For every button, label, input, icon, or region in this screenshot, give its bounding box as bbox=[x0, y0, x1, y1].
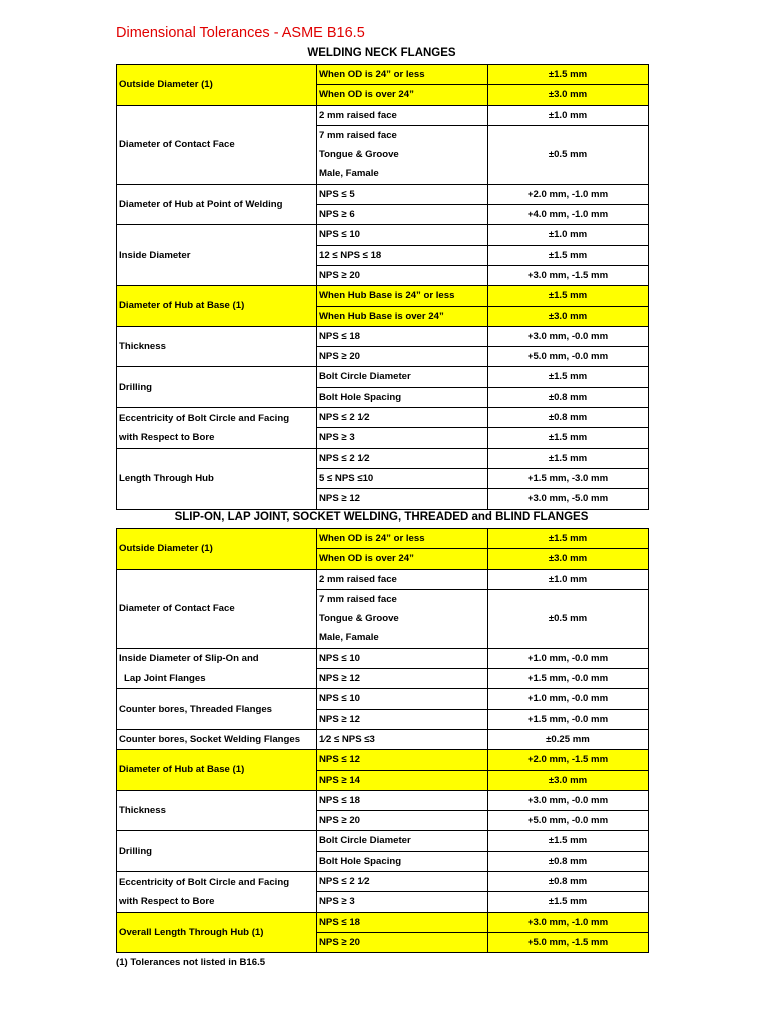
condition-cell: NPS ≥ 12 bbox=[317, 709, 488, 729]
row-label-line: Eccentricity of Bolt Circle and Facing bbox=[119, 412, 290, 424]
tolerance-cell: ±1.5 mm bbox=[488, 245, 649, 265]
tolerance-cell: ±0.8 mm bbox=[488, 387, 649, 407]
condition-cell: NPS ≥ 20 bbox=[317, 265, 488, 285]
tolerance-cell: +3.0 mm, -1.0 mm bbox=[488, 912, 649, 932]
condition-cell: NPS ≥ 12 bbox=[317, 489, 488, 509]
tolerance-cell: ±1.0 mm bbox=[488, 225, 649, 245]
table-row bbox=[117, 408, 649, 428]
tolerance-cell: +3.0 mm, -5.0 mm bbox=[488, 489, 649, 509]
condition-cell: NPS ≤ 12 bbox=[317, 750, 488, 770]
table-row bbox=[117, 750, 649, 770]
tolerance-cell: ±1.5 mm bbox=[488, 448, 649, 468]
condition-cell: NPS ≥ 14 bbox=[317, 770, 488, 790]
tolerance-cell: ±0.5 mm bbox=[488, 125, 649, 184]
tolerance-cell: +3.0 mm, -1.5 mm bbox=[488, 265, 649, 285]
table-row bbox=[117, 65, 649, 85]
tolerance-cell: ±0.25 mm bbox=[488, 729, 649, 749]
condition-cell: 12 ≤ NPS ≤ 18 bbox=[317, 245, 488, 265]
condition-cell: 1⁄2 ≤ NPS ≤3 bbox=[317, 729, 488, 749]
condition-cell: NPS ≥ 12 bbox=[317, 669, 488, 689]
row-label: Diameter of Hub at Base (1) bbox=[117, 286, 317, 327]
tolerance-cell: +5.0 mm, -1.5 mm bbox=[488, 932, 649, 952]
table-row bbox=[117, 529, 649, 549]
row-label: Drilling bbox=[117, 367, 317, 408]
row-label-line: Eccentricity of Bolt Circle and Facing bbox=[119, 876, 290, 888]
condition-cell: When Hub Base is over 24” bbox=[317, 306, 488, 326]
tolerance-cell: ±0.5 mm bbox=[488, 589, 649, 648]
slip-on-table bbox=[116, 528, 649, 953]
tolerance-cell: +5.0 mm, -0.0 mm bbox=[488, 811, 649, 831]
table-row bbox=[117, 689, 649, 709]
condition-cell: 2 mm raised face bbox=[317, 105, 488, 125]
table-row bbox=[117, 790, 649, 810]
tolerance-cell: ±1.5 mm bbox=[488, 892, 649, 912]
row-label: Outside Diameter (1) bbox=[117, 65, 317, 106]
tolerance-cell: +1.5 mm, -0.0 mm bbox=[488, 669, 649, 689]
tolerance-cell: +5.0 mm, -0.0 mm bbox=[488, 347, 649, 367]
condition-cell: NPS ≥ 20 bbox=[317, 811, 488, 831]
condition-cell: 7 mm raised face bbox=[317, 125, 488, 145]
condition-cell: Bolt Circle Diameter bbox=[317, 367, 488, 387]
table-row bbox=[117, 648, 649, 668]
tolerance-cell: +1.5 mm, -0.0 mm bbox=[488, 709, 649, 729]
tolerance-cell: ±3.0 mm bbox=[488, 549, 649, 569]
table-row bbox=[117, 729, 649, 749]
row-label: Thickness bbox=[117, 790, 317, 831]
condition-cell: NPS ≤ 10 bbox=[317, 225, 488, 245]
condition-cell: NPS ≥ 20 bbox=[317, 932, 488, 952]
tolerance-cell: ±1.5 mm bbox=[488, 428, 649, 448]
document-title: Dimensional Tolerances - ASME B16.5 bbox=[116, 25, 365, 41]
row-label-line: Inside Diameter of Slip-On and bbox=[119, 653, 259, 665]
table-row bbox=[117, 569, 649, 589]
condition-cell: When OD is over 24” bbox=[317, 85, 488, 105]
row-label: Counter bores, Threaded Flanges bbox=[117, 689, 317, 730]
tolerance-cell: +2.0 mm, -1.0 mm bbox=[488, 184, 649, 204]
table-row bbox=[117, 326, 649, 346]
condition-cell: Male, Famale bbox=[317, 164, 488, 184]
condition-cell: When OD is over 24” bbox=[317, 549, 488, 569]
footnote: (1) Tolerances not listed in B16.5 bbox=[116, 957, 266, 968]
table-row bbox=[117, 286, 649, 306]
tolerance-cell: ±0.8 mm bbox=[488, 872, 649, 892]
table-row bbox=[117, 872, 649, 892]
tolerance-cell: +3.0 mm, -0.0 mm bbox=[488, 790, 649, 810]
row-label bbox=[117, 648, 317, 689]
condition-cell: 2 mm raised face bbox=[317, 569, 488, 589]
condition-cell: NPS ≤ 2 1⁄2 bbox=[317, 872, 488, 892]
condition-cell: NPS ≥ 20 bbox=[317, 347, 488, 367]
table-row bbox=[117, 184, 649, 204]
row-label: Diameter of Contact Face bbox=[117, 569, 317, 648]
condition-cell: When OD is 24” or less bbox=[317, 65, 488, 85]
condition-cell: Bolt Circle Diameter bbox=[317, 831, 488, 851]
table-row bbox=[117, 105, 649, 125]
condition-cell: When Hub Base is 24” or less bbox=[317, 286, 488, 306]
row-label: Overall Length Through Hub (1) bbox=[117, 912, 317, 953]
tolerance-cell: ±3.0 mm bbox=[488, 770, 649, 790]
tolerance-cell: ±1.5 mm bbox=[488, 65, 649, 85]
row-label: Drilling bbox=[117, 831, 317, 872]
row-label: Outside Diameter (1) bbox=[117, 529, 317, 570]
tolerance-cell: +1.0 mm, -0.0 mm bbox=[488, 689, 649, 709]
tolerance-cell: ±1.0 mm bbox=[488, 569, 649, 589]
row-label-line: Lap Joint Flanges bbox=[124, 672, 206, 684]
condition-cell: Bolt Hole Spacing bbox=[317, 387, 488, 407]
table-row bbox=[117, 367, 649, 387]
condition-cell: NPS ≥ 3 bbox=[317, 428, 488, 448]
tolerance-cell: ±3.0 mm bbox=[488, 306, 649, 326]
row-label: Diameter of Hub at Base (1) bbox=[117, 750, 317, 791]
condition-cell: Male, Famale bbox=[317, 628, 488, 648]
tolerance-cell: +1.5 mm, -3.0 mm bbox=[488, 468, 649, 488]
tolerance-cell: +3.0 mm, -0.0 mm bbox=[488, 326, 649, 346]
condition-cell: Tongue & Groove bbox=[317, 609, 488, 628]
tolerance-cell: ±1.5 mm bbox=[488, 831, 649, 851]
row-label bbox=[117, 872, 317, 913]
row-label: Counter bores, Socket Welding Flanges bbox=[117, 729, 317, 749]
tolerance-cell: ±0.8 mm bbox=[488, 408, 649, 428]
table-row bbox=[117, 912, 649, 932]
condition-cell: NPS ≤ 2 1⁄2 bbox=[317, 408, 488, 428]
condition-cell: NPS ≤ 5 bbox=[317, 184, 488, 204]
condition-cell: NPS ≥ 3 bbox=[317, 892, 488, 912]
table-row bbox=[117, 225, 649, 245]
condition-cell: NPS ≤ 18 bbox=[317, 912, 488, 932]
row-label: Diameter of Contact Face bbox=[117, 105, 317, 184]
condition-cell: NPS ≤ 18 bbox=[317, 326, 488, 346]
condition-cell: 5 ≤ NPS ≤10 bbox=[317, 468, 488, 488]
table-row bbox=[117, 448, 649, 468]
tolerance-cell: ±1.5 mm bbox=[488, 286, 649, 306]
tolerance-cell: ±1.0 mm bbox=[488, 105, 649, 125]
condition-cell: NPS ≥ 6 bbox=[317, 205, 488, 225]
row-label: Inside Diameter bbox=[117, 225, 317, 286]
condition-cell: NPS ≤ 10 bbox=[317, 689, 488, 709]
condition-cell: NPS ≤ 18 bbox=[317, 790, 488, 810]
condition-cell: When OD is 24” or less bbox=[317, 529, 488, 549]
row-label: Length Through Hub bbox=[117, 448, 317, 509]
tolerance-cell: +1.0 mm, -0.0 mm bbox=[488, 648, 649, 668]
row-label: Thickness bbox=[117, 326, 317, 367]
condition-cell: Bolt Hole Spacing bbox=[317, 851, 488, 871]
row-label: Diameter of Hub at Point of Welding bbox=[117, 184, 317, 225]
condition-cell: NPS ≤ 2 1⁄2 bbox=[317, 448, 488, 468]
condition-cell: Tongue & Groove bbox=[317, 145, 488, 164]
condition-cell: NPS ≤ 10 bbox=[317, 648, 488, 668]
row-label-line: with Respect to Bore bbox=[119, 895, 215, 907]
welding-neck-table bbox=[116, 64, 649, 510]
row-label-line: with Respect to Bore bbox=[119, 431, 215, 443]
tolerance-cell: +2.0 mm, -1.5 mm bbox=[488, 750, 649, 770]
tolerance-cell: ±3.0 mm bbox=[488, 85, 649, 105]
tolerance-cell: ±1.5 mm bbox=[488, 529, 649, 549]
tolerance-cell: +4.0 mm, -1.0 mm bbox=[488, 205, 649, 225]
condition-cell: 7 mm raised face bbox=[317, 589, 488, 609]
tolerance-cell: ±1.5 mm bbox=[488, 367, 649, 387]
section-heading-slip-on: SLIP-ON, LAP JOINT, SOCKET WELDING, THREADED and BLIND FLANGES bbox=[174, 511, 589, 523]
row-label bbox=[117, 408, 317, 449]
section-heading-welding-neck: WELDING NECK FLANGES bbox=[307, 47, 456, 59]
table-row bbox=[117, 831, 649, 851]
tolerance-cell: ±0.8 mm bbox=[488, 851, 649, 871]
